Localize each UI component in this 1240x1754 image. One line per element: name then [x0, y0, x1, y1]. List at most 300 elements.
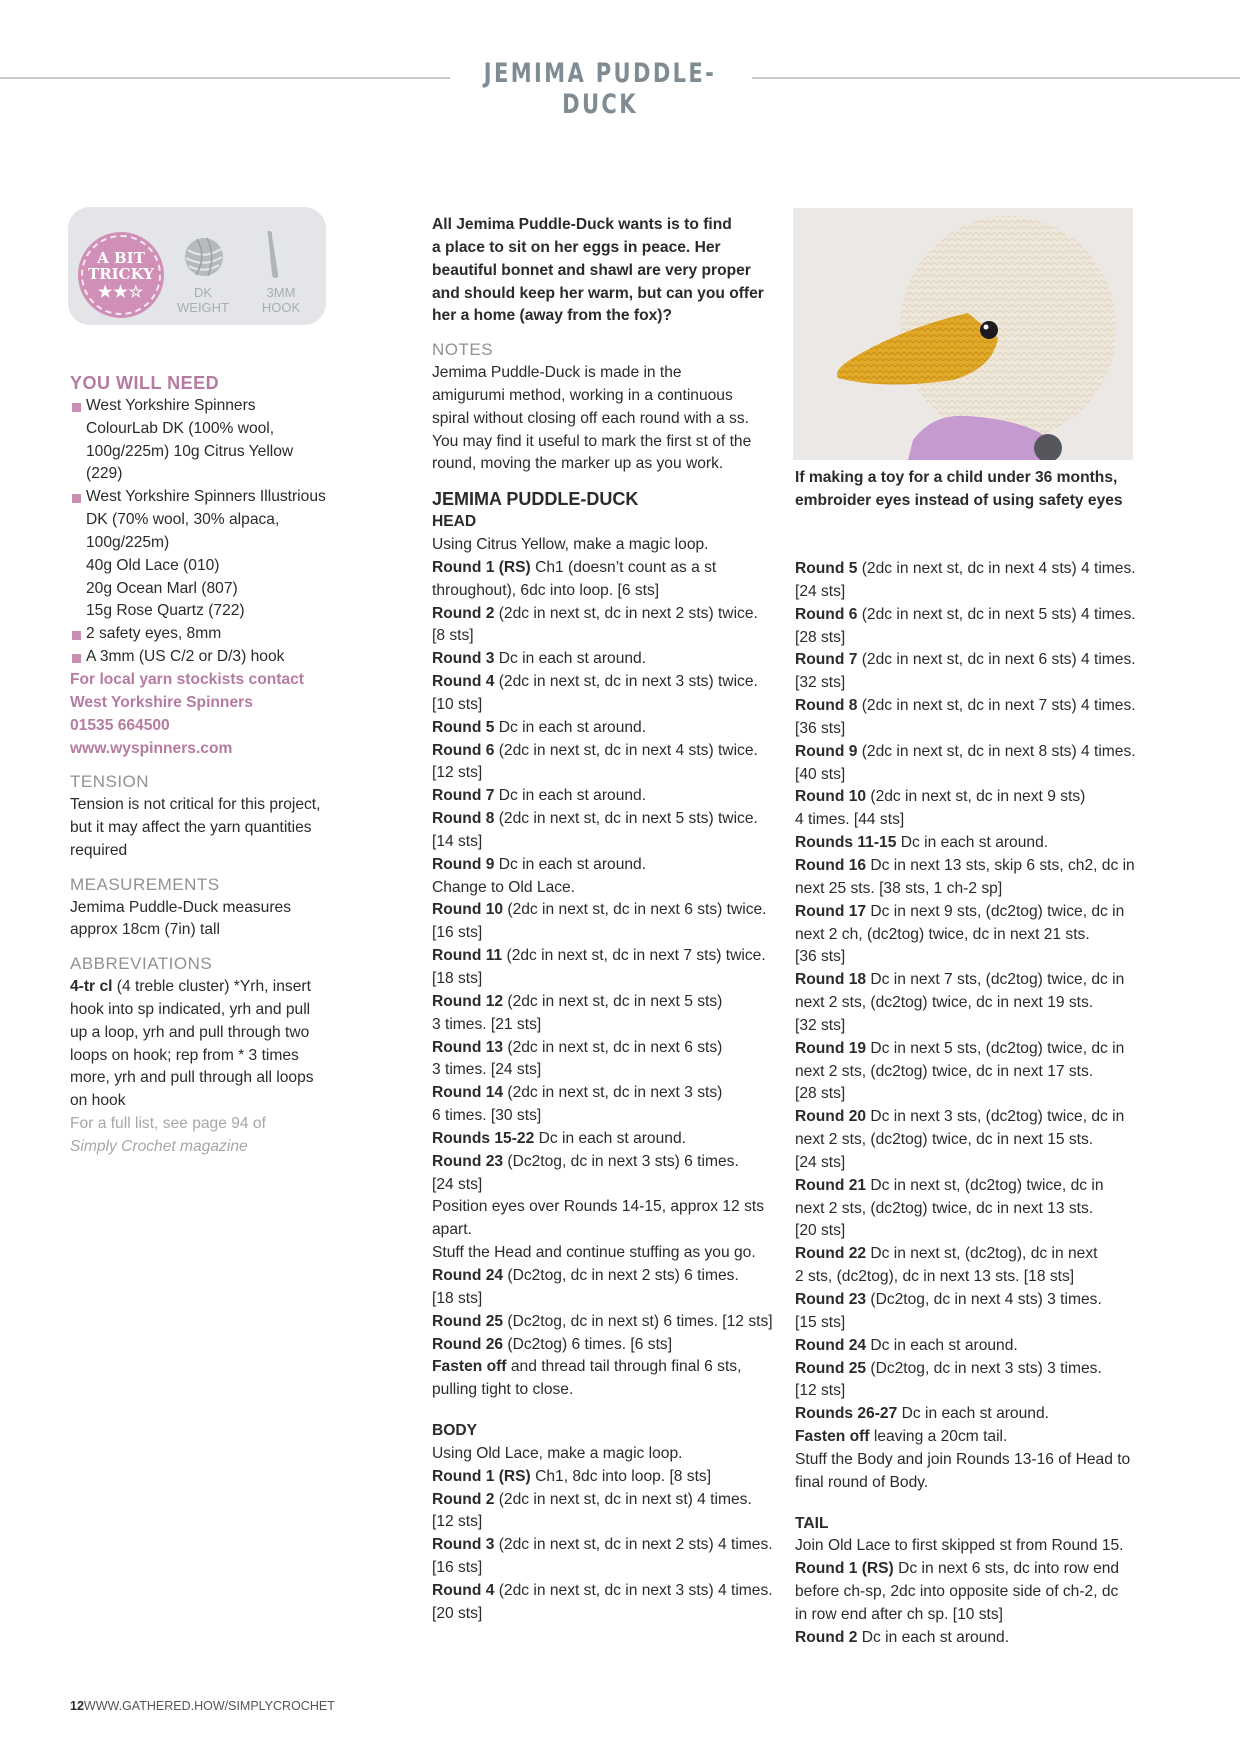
intro-line: her a home (away from the fox)?: [432, 307, 673, 325]
instruction-line: [795, 786, 1145, 809]
instruction-text: [18 sts]: [432, 1289, 483, 1307]
round-label: Rounds 11-15: [795, 834, 897, 852]
instruction-line: [432, 1557, 782, 1580]
instruction-text: [28 sts]: [795, 1085, 846, 1103]
instruction-text: next 2 sts, (dc2tog) twice, dc in next 13 sts.: [795, 1199, 1094, 1217]
instruction-line: [432, 1379, 782, 1402]
material-bullet-item: A 3mm (US C/2 or D/3) hook: [70, 646, 340, 669]
material-detail-line: ColourLab DK (100% wool,: [86, 419, 275, 437]
section-heading: TAIL: [795, 1514, 829, 1532]
instruction-text: (4 treble cluster) *Yrh, insert: [112, 978, 311, 996]
instruction-line: [795, 1152, 1145, 1175]
round-label: Round 9: [432, 855, 495, 873]
instruction-line: [795, 832, 1145, 855]
round-label: Round 19: [795, 1039, 867, 1057]
instruction-text: [24 sts]: [432, 1175, 483, 1193]
notes-line: You may find it useful to mark the first st of the: [432, 432, 752, 450]
instruction-text: [10 sts]: [432, 695, 483, 713]
round-label: Round 20: [795, 1108, 867, 1126]
notes-text: [432, 362, 782, 476]
instruction-line: [432, 1288, 782, 1311]
instruction-line: [795, 969, 1145, 992]
instruction-line: [432, 603, 782, 626]
instruction-line: [432, 1105, 782, 1128]
middle-column: [432, 214, 782, 1626]
instruction-text: (2dc in next st, dc in next st) 4 times.: [494, 1490, 752, 1508]
badge-line2: TRICKY: [88, 265, 154, 283]
instruction-text: Dc in each st around.: [857, 1628, 1010, 1646]
instruction-line: [432, 1443, 782, 1466]
instruction-text: next 2 sts, (dc2tog) twice, dc in next 17 sts.: [795, 1062, 1094, 1080]
instruction-text: Join Old Lace to first skipped st from Round 15.: [795, 1537, 1124, 1555]
intro-line: beautiful bonnet and shawl are very proper: [432, 261, 751, 279]
abbreviations-note-line: Simply Crochet magazine: [70, 1138, 248, 1155]
instruction-line: [795, 695, 1145, 718]
instruction-line: [795, 1380, 1145, 1403]
instruction-line: [432, 854, 782, 877]
abbreviation-line: [70, 1067, 340, 1090]
instruction-text: Position eyes over Rounds 14-15, approx 12 sts: [432, 1198, 764, 1216]
instruction-text: (Dc2tog, dc in next st) 6 times. [12 sts]: [503, 1312, 773, 1330]
hook-size-value: 3MM: [266, 285, 296, 300]
instruction-line: [795, 1038, 1145, 1061]
instruction-text: [12 sts]: [432, 764, 483, 782]
instruction-line: [795, 672, 1145, 695]
instruction-text: (2dc in next st, dc in next 3 sts) twice.: [494, 673, 758, 691]
instruction-text: more, yrh and pull through all loops: [70, 1069, 314, 1087]
abbreviation-line: [70, 1022, 340, 1045]
instruction-text: (Dc2tog, dc in next 3 sts) 6 times.: [503, 1152, 739, 1170]
round-label: Round 3: [432, 650, 495, 668]
instruction-text: [40 sts]: [795, 765, 846, 783]
round-label: Round 13: [432, 1038, 504, 1056]
instruction-text: Dc in next st, (dc2tog) twice, dc in: [866, 1176, 1104, 1194]
instruction-text: next 2 sts, (dc2tog) twice, dc in next 19 sts.: [795, 994, 1094, 1012]
section-heading: HEAD: [432, 513, 477, 531]
round-label: Round 24: [795, 1336, 867, 1354]
material-detail-line: 20g Ocean Marl (807): [86, 579, 238, 597]
star-rating-icon: ★★☆: [97, 282, 145, 301]
instruction-line: [795, 1198, 1145, 1221]
intro-text: [432, 214, 782, 328]
tension-heading: TENSION: [70, 772, 150, 792]
photo-caption: [795, 467, 1135, 513]
instruction-text: leaving a 20cm tail.: [869, 1428, 1008, 1446]
measurements-text: [70, 897, 340, 943]
instruction-line: [795, 878, 1145, 901]
instruction-text: (2dc in next st, dc in next 2 sts) twice.: [494, 604, 758, 622]
instruction-text: (2dc in next st, dc in next 3 sts): [503, 1084, 723, 1102]
instruction-line: [432, 717, 782, 740]
instruction-line: [795, 581, 1145, 604]
instruction-line: [432, 557, 782, 580]
measurement-line: Jemima Puddle-Duck measures: [70, 898, 291, 916]
instruction-line: [795, 1335, 1145, 1358]
instruction-text: Dc in next 5 sts, (dc2tog) twice, dc in: [866, 1039, 1125, 1057]
intro-line: a place to sit on her eggs in peace. Her: [432, 238, 721, 256]
instruction-text: up a loop, yrh and pull through two: [70, 1023, 310, 1041]
round-label: Round 10: [432, 901, 504, 919]
instruction-text: Dc in each st around.: [897, 1405, 1049, 1423]
instruction-text: [15 sts]: [795, 1313, 846, 1331]
instruction-text: [36 sts]: [795, 948, 846, 966]
instruction-text: Dc in next 7 sts, (dc2tog) twice, dc in: [866, 971, 1125, 989]
instruction-text: Using Citrus Yellow, make a magic loop.: [432, 535, 709, 553]
instruction-text: Dc in each st around.: [494, 650, 647, 668]
instruction-text: Dc in next 3 sts, (dc2tog) twice, dc in: [866, 1108, 1125, 1126]
instruction-line: [432, 694, 782, 717]
instruction-line: [795, 1266, 1145, 1289]
round-label: Rounds 15-22: [432, 1129, 535, 1147]
instruction-line: [795, 1243, 1145, 1266]
instruction-line: [432, 1356, 782, 1379]
round-label: Rounds 26-27: [795, 1405, 898, 1423]
instruction-line: [432, 580, 782, 603]
instruction-text: Dc in each st around.: [534, 1129, 686, 1147]
instruction-line: [795, 1449, 1145, 1472]
instruction-text: (2dc in next st, dc in next 6 sts) twice.: [503, 901, 767, 919]
abbreviation-line: [70, 1090, 340, 1113]
abbreviation-line: [70, 976, 340, 999]
round-label: Round 16: [795, 856, 867, 874]
instruction-line: [795, 855, 1145, 878]
material-detail-line: 40g Old Lace (010): [86, 556, 220, 574]
instruction-text: Ch1 (doesn’t count as a st: [530, 558, 717, 576]
round-label: Round 18: [795, 971, 867, 989]
head-body-instructions: [432, 511, 782, 1626]
instruction-text: Using Old Lace, make a magic loop.: [432, 1444, 683, 1462]
footer-url: WWW.GATHERED.HOW/SIMPLYCROCHET: [83, 1699, 335, 1713]
instruction-line: [795, 924, 1145, 947]
round-label: Round 21: [795, 1176, 867, 1194]
instruction-line: [432, 534, 782, 557]
instruction-text: Stuff the Head and continue stuffing as you go.: [432, 1244, 756, 1262]
tension-line: Tension is not critical for this project,: [70, 796, 321, 814]
abbreviations-text: [70, 976, 340, 1113]
instruction-text: (2dc in next st, dc in next 3 sts) 4 times.: [494, 1581, 773, 1599]
hook-size-label: [246, 285, 316, 315]
round-label: Round 3: [432, 1536, 495, 1554]
instruction-text: (2dc in next st, dc in next 9 sts): [866, 788, 1086, 806]
instruction-line: [795, 764, 1145, 787]
instruction-text: Dc in each st around.: [494, 718, 647, 736]
round-label: Fasten off: [432, 1358, 507, 1376]
instruction-line: [432, 740, 782, 763]
instruction-text: (2dc in next st, dc in next 4 sts) 4 times.: [857, 560, 1136, 577]
materials-list: [70, 395, 340, 669]
instruction-line: [432, 1059, 782, 1082]
instruction-text: throughout), 6dc into loop. [6 sts]: [432, 581, 660, 599]
instruction-line: [795, 558, 1145, 581]
instruction-text: and thread tail through final 6 sts,: [506, 1358, 742, 1376]
instruction-text: Dc in next 13 sts, skip 6 sts, ch2, dc in: [866, 856, 1135, 874]
duck-photo: [793, 208, 1133, 460]
instruction-text: Dc in next 9 sts, (dc2tog) twice, dc in: [866, 902, 1125, 920]
instruction-line: [432, 1489, 782, 1512]
instruction-text: [32 sts]: [795, 674, 846, 692]
round-label: Round 6: [795, 605, 858, 623]
instruction-line: [432, 1334, 782, 1357]
instruction-text: on hook: [70, 1092, 126, 1110]
instruction-text: [24 sts]: [795, 1153, 846, 1171]
instruction-line: [432, 785, 782, 808]
material-detail-line: 15g Rose Quartz (722): [86, 602, 245, 620]
section-heading: BODY: [432, 1422, 478, 1440]
instruction-text: [16 sts]: [432, 1559, 483, 1577]
instruction-line: [432, 1151, 782, 1174]
abbreviation-line: [70, 999, 340, 1022]
instruction-line: [432, 945, 782, 968]
round-label: Round 2: [795, 1628, 858, 1646]
round-label: Round 10: [795, 788, 867, 806]
instruction-text: (2dc in next st, dc in next 5 sts): [503, 992, 723, 1010]
instruction-text: hook into sp indicated, yrh and pull: [70, 1000, 311, 1018]
instruction-text: Dc in each st around.: [896, 834, 1049, 852]
round-label: Round 25: [795, 1359, 867, 1377]
instruction-line: [795, 1558, 1145, 1581]
instruction-line: [795, 1627, 1145, 1650]
instruction-line: [795, 1083, 1145, 1106]
crochet-hook-icon: [262, 230, 286, 280]
instruction-line: [432, 1037, 782, 1060]
intro-line: All Jemima Puddle-Duck wants is to find: [432, 216, 732, 233]
instruction-line: [795, 1426, 1145, 1449]
round-label: Round 12: [432, 992, 504, 1010]
instruction-line: [432, 991, 782, 1014]
round-label: 4-tr cl: [70, 978, 113, 996]
instruction-line: [432, 1311, 782, 1334]
instruction-line: [432, 671, 782, 694]
section-gap: [795, 1495, 1145, 1513]
instruction-text: [12 sts]: [795, 1382, 846, 1400]
instruction-line: [795, 1403, 1145, 1426]
material-detail-line: (229): [86, 465, 123, 483]
instruction-text: (2dc in next st, dc in next 6 sts) 4 times.: [857, 651, 1136, 669]
round-label: Round 4: [432, 1581, 495, 1599]
round-label: Round 17: [795, 902, 867, 920]
instruction-text: [18 sts]: [432, 970, 483, 987]
measurements-heading: MEASUREMENTS: [70, 874, 220, 894]
round-label: Round 2: [432, 604, 495, 622]
instruction-line: [432, 1219, 782, 1242]
round-label: Round 11: [432, 947, 503, 965]
instruction-text: (2dc in next st, dc in next 2 sts) 4 times.: [494, 1536, 773, 1554]
instruction-line: [432, 1242, 782, 1265]
instruction-text: [16 sts]: [432, 924, 483, 942]
instruction-text: next 25 sts. [38 sts, 1 ch-2 sp]: [795, 879, 1003, 897]
intro-line: and should keep her warm, but can you offer: [432, 284, 764, 302]
instruction-text: [8 sts]: [432, 627, 474, 645]
instruction-line: [795, 1106, 1145, 1129]
instruction-text: (2dc in next st, dc in next 5 sts) 4 times.: [857, 605, 1136, 623]
stockist-line: West Yorkshire Spinners: [70, 693, 253, 711]
instruction-line: [432, 808, 782, 831]
pattern-title: JEMIMA PUDDLE-DUCK: [432, 489, 639, 510]
yarn-weight-caption: WEIGHT: [177, 300, 229, 315]
instruction-text: next 2 ch, (dc2tog) twice, dc in next 21 sts.: [795, 925, 1090, 943]
yarn-ball-icon: [183, 236, 225, 278]
stockist-line: For local yarn stockists contact: [70, 670, 304, 688]
instruction-line: [432, 1174, 782, 1197]
measurement-line: approx 18cm (7in) tall: [70, 921, 220, 939]
round-label: Round 1 (RS): [795, 1560, 894, 1578]
instruction-text: before ch-sp, 2dc into opposite side of ch-2, dc: [795, 1583, 1119, 1601]
round-label: Round 8: [432, 810, 495, 828]
round-label: Round 5: [432, 718, 495, 736]
instruction-text: 3 times. [24 sts]: [432, 1061, 542, 1079]
notes-heading: NOTES: [432, 340, 494, 360]
stockist-line: www.wyspinners.com: [70, 739, 233, 757]
round-label: Round 14: [432, 1084, 504, 1102]
instruction-text: 3 times. [21 sts]: [432, 1015, 542, 1033]
instruction-text: 2 sts, (dc2tog), dc in next 13 sts. [18 sts]: [795, 1268, 1075, 1286]
instruction-text: (2dc in next st, dc in next 8 sts) 4 times.: [857, 742, 1136, 760]
round-label: Round 1 (RS): [432, 558, 531, 576]
round-label: Round 26: [432, 1335, 504, 1353]
notes-line: Jemima Puddle-Duck is made in the: [432, 364, 682, 382]
round-label: Round 1 (RS): [432, 1467, 531, 1485]
instruction-text: (2dc in next st, dc in next 7 sts) 4 times.: [857, 697, 1136, 715]
instruction-text: final round of Body.: [795, 1473, 929, 1491]
instruction-line: [795, 1289, 1145, 1312]
instruction-line: [795, 809, 1145, 832]
instruction-text: [20 sts]: [795, 1222, 846, 1240]
instruction-line: [795, 1358, 1145, 1381]
instruction-text: (2dc in next st, dc in next 7 sts) twice.: [502, 947, 766, 965]
yarn-weight-label: [168, 285, 238, 315]
instruction-line: [432, 625, 782, 648]
instruction-text: (Dc2tog, dc in next 4 sts) 3 times.: [866, 1291, 1102, 1308]
instruction-line: [795, 604, 1145, 627]
right-column: [795, 558, 1145, 1650]
page-number: 12: [70, 1699, 84, 1713]
instruction-line: [795, 992, 1145, 1015]
instruction-text: (Dc2tog, dc in next 2 sts) 6 times.: [503, 1266, 739, 1284]
instruction-line: [432, 648, 782, 671]
instruction-text: Dc in each st around.: [866, 1336, 1018, 1354]
instruction-text: loops on hook; rep from * 3 times: [70, 1046, 299, 1064]
round-label: Round 7: [432, 787, 495, 805]
caption-line: If making a toy for a child under 36 months,: [795, 469, 1118, 486]
instruction-line: [795, 649, 1145, 672]
instruction-text: (Dc2tog) 6 times. [6 sts]: [503, 1335, 673, 1353]
instruction-line: [432, 1580, 782, 1603]
round-label: Round 24: [432, 1266, 504, 1284]
round-label: Round 9: [795, 742, 858, 760]
instruction-text: 4 times. [44 sts]: [795, 811, 905, 829]
header-rule-left: [0, 77, 450, 79]
instruction-line: [795, 741, 1145, 764]
abbreviations-heading: ABBREVIATIONS: [70, 954, 213, 974]
instruction-text: Dc in next 6 sts, dc into row end: [893, 1560, 1120, 1578]
round-label: Round 5: [795, 560, 858, 577]
round-label: Round 2: [432, 1490, 495, 1508]
material-detail-line: 100g/225m): [86, 533, 170, 551]
instruction-line: [795, 1472, 1145, 1495]
material-bullet-item: West Yorkshire Spinners: [70, 395, 340, 418]
tension-text: [70, 794, 340, 863]
page-footer: [70, 1699, 335, 1713]
instruction-text: Dc in each st around.: [494, 855, 647, 873]
instruction-line: [432, 831, 782, 854]
instruction-line: [432, 968, 782, 991]
instruction-line: [795, 901, 1145, 924]
instruction-line: [432, 1534, 782, 1557]
yarn-weight-value: DK: [193, 285, 213, 300]
instruction-line: [795, 1175, 1145, 1198]
material-detail-line: DK (70% wool, 30% alpaca,: [86, 511, 280, 529]
tension-line: but it may affect the yarn quantities: [70, 819, 312, 837]
instruction-line: [432, 1196, 782, 1219]
instruction-text: Dc in next st, (dc2tog), dc in next: [866, 1245, 1098, 1263]
abbreviations-note-line: For a full list, see page 94 of: [70, 1115, 266, 1133]
instruction-line: [432, 1511, 782, 1534]
instruction-text: next 2 sts, (dc2tog) twice, dc in next 15 sts.: [795, 1131, 1094, 1149]
round-label: Round 25: [432, 1312, 504, 1330]
instruction-text: 6 times. [30 sts]: [432, 1107, 542, 1125]
round-label: Round 6: [432, 741, 495, 759]
instruction-text: [32 sts]: [795, 1016, 846, 1034]
instruction-line: [795, 1220, 1145, 1243]
instruction-text: Stuff the Body and join Rounds 13-16 of Head to: [795, 1450, 1131, 1468]
instruction-line: [795, 1604, 1145, 1627]
instruction-text: Change to Old Lace.: [432, 878, 576, 896]
instruction-text: (2dc in next st, dc in next 5 sts) twice.: [494, 810, 758, 828]
round-label: Round 8: [795, 697, 858, 715]
stockist-info: [70, 669, 340, 760]
duck-illustration: [793, 208, 1133, 460]
material-bullet-item: 2 safety eyes, 8mm: [70, 623, 340, 646]
caption-line: embroider eyes instead of using safety eyes: [795, 491, 1123, 509]
round-label: Round 23: [432, 1152, 504, 1170]
instruction-line: [432, 1014, 782, 1037]
instruction-line: [795, 1535, 1145, 1558]
instruction-line: [432, 899, 782, 922]
notes-line: spiral without closing off each round with a ss.: [432, 409, 749, 427]
instruction-text: in row end after ch sp. [10 sts]: [795, 1605, 1004, 1623]
instruction-line: [795, 718, 1145, 741]
instruction-line: [432, 877, 782, 900]
round-label: Round 22: [795, 1245, 867, 1263]
instruction-line: [432, 1128, 782, 1151]
instruction-line: [432, 1082, 782, 1105]
abbreviations-reference-note: [70, 1113, 340, 1159]
instruction-text: [12 sts]: [432, 1513, 483, 1531]
hook-size-caption: HOOK: [261, 300, 301, 315]
instruction-line: [432, 1466, 782, 1489]
badge-line1: A BIT: [97, 249, 145, 267]
instruction-text: [36 sts]: [795, 719, 846, 737]
instruction-text: (2dc in next st, dc in next 6 sts): [503, 1038, 723, 1056]
instruction-line: [795, 1061, 1145, 1084]
instruction-text: [20 sts]: [432, 1604, 483, 1622]
instruction-line: [795, 1015, 1145, 1038]
round-label: Round 23: [795, 1291, 867, 1308]
instruction-line: [432, 1603, 782, 1626]
abbreviation-line: [70, 1045, 340, 1068]
instruction-text: pulling tight to close.: [432, 1381, 574, 1399]
instruction-text: (Dc2tog, dc in next 3 sts) 3 times.: [866, 1359, 1102, 1377]
material-bullet-item: West Yorkshire Spinners Illustrious: [70, 486, 340, 509]
you-will-need-heading: YOU WILL NEED: [70, 373, 220, 393]
notes-line: amigurumi method, working in a continuous: [432, 386, 733, 404]
difficulty-badge: [78, 232, 164, 318]
body-tail-instructions: [795, 558, 1145, 1650]
instruction-text: [14 sts]: [432, 832, 483, 850]
instruction-line: [432, 1265, 782, 1288]
instruction-text: [24 sts]: [795, 582, 846, 600]
round-label: Round 7: [795, 651, 858, 669]
